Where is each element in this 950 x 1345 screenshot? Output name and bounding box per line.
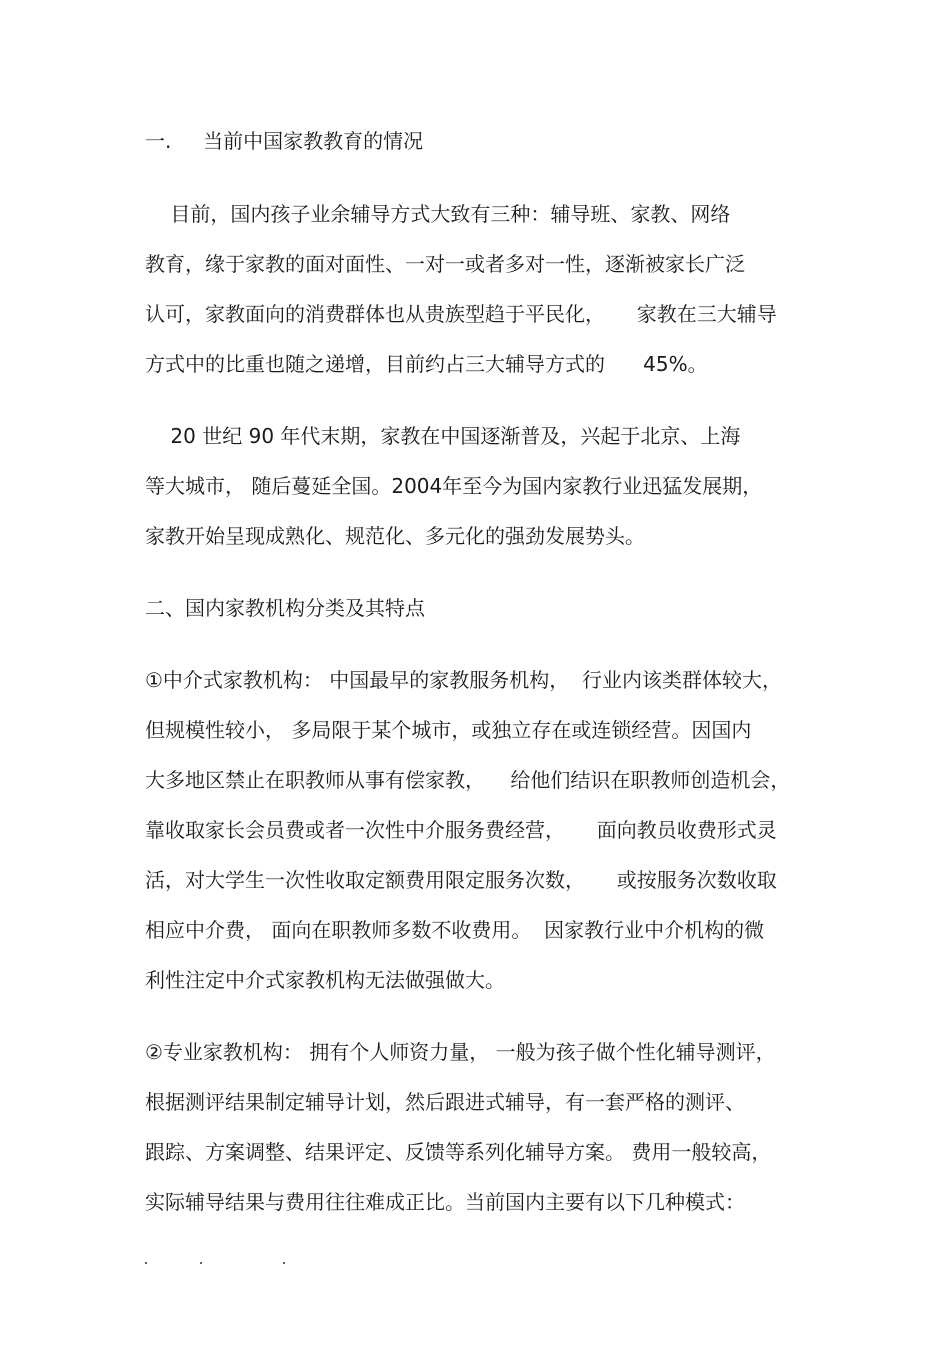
text-line: 大多地区禁止在职教师从事有偿家教， 给他们结识在职教师创造机会， [145,768,791,792]
footer-dot-marks [145,1254,295,1268]
text-line: 家教开始呈现成熟化、规范化、多元化的强劲发展势头。 [145,524,645,548]
text-line: 方式中的比重也随之递增，目前约占三大辅导方式的 45%。 [145,352,708,376]
text-line: 目前，国内孩子业余辅导方式大致有三种：辅导班、家教、网络 [145,202,731,226]
text-line: 利性注定中介式家教机构无法做强做大。 [145,968,505,992]
text-line: 活，对大学生一次性收取定额费用限定服务次数， 或按服务次数收取 [145,868,777,892]
text-line: 教育，缘于家教的面对面性、一对一或者多对一性，逐渐被家长广泛 [145,252,745,276]
dot-mark [200,1262,202,1264]
section-heading-1: 一. 当前中国家教教育的情况 [145,129,424,153]
text-line: 认可，家教面向的消费群体也从贵族型趋于平民化， 家教在三大辅导 [145,302,777,326]
text-line: 等大城市， 随后蔓延全国。2004年至今为国内家教行业迅猛发展期， [145,474,763,498]
text-line: 跟踪、方案调整、结果评定、反馈等系列化辅导方案。 费用一般较高， [145,1140,772,1164]
text-line: 靠收取家长会员费或者一次性中介服务费经营， 面向教员收费形式灵 [145,818,777,842]
text-line: 实际辅导结果与费用往往难成正比。当前国内主要有以下几种模式： [145,1190,745,1214]
text-line: 但规模性较小， 多局限于某个城市，或独立存在或连锁经营。因国内 [145,718,752,742]
dot-mark [283,1262,285,1264]
text-line: 相应中介费， 面向在职教师多数不收费用。 因家教行业中介机构的微 [145,918,765,942]
section-heading-2: 二、国内家教机构分类及其特点 [145,596,425,620]
text-line: ②专业家教机构： 拥有个人师资力量， 一般为孩子做个性化辅导测评， [145,1040,776,1064]
text-line: 根据测评结果制定辅导计划，然后跟进式辅导，有一套严格的测评、 [145,1090,745,1114]
text-line: 20 世纪 90 年代末期，家教在中国逐渐普及，兴起于北京、上海 [145,424,741,448]
dot-mark [145,1262,147,1264]
text-line: ①中介式家教机构： 中国最早的家教服务机构， 行业内该类群体较大， [145,668,783,692]
